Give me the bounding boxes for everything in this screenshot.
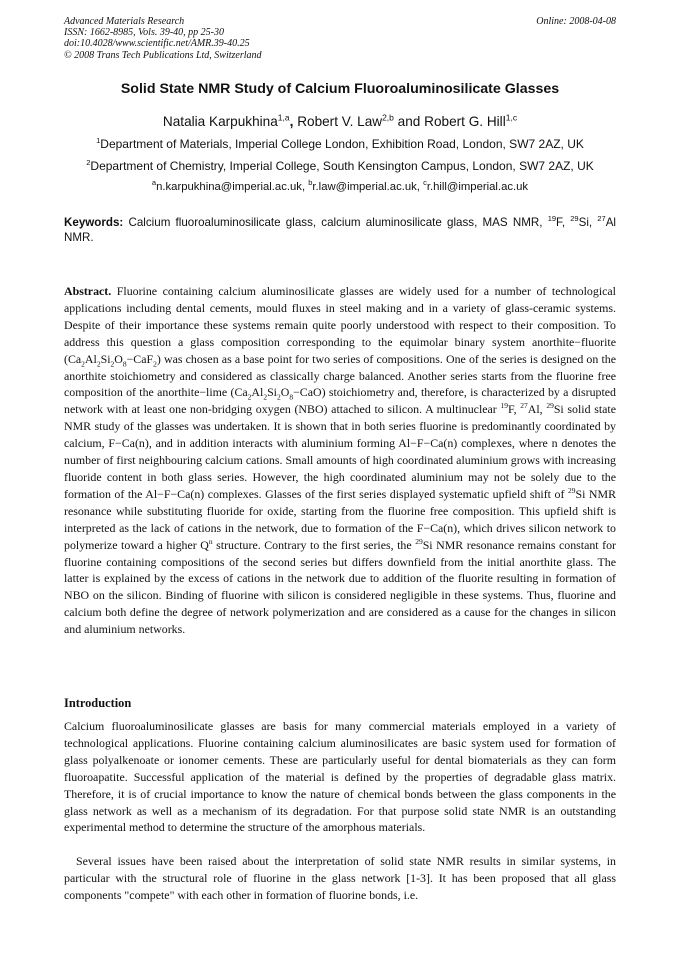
email-separator: , bbox=[301, 181, 309, 193]
isotope-superscript: 29 bbox=[570, 214, 579, 224]
abstract-text: structure. Contrary to the first series, the bbox=[212, 537, 416, 552]
isotope-superscript: 19 bbox=[547, 214, 557, 224]
author-name: Robert V. Law bbox=[297, 114, 383, 129]
section-heading-introduction: Introduction bbox=[64, 696, 132, 710]
isotope-superscript: 29 bbox=[567, 485, 576, 495]
journal-name: Advanced Materials Research bbox=[64, 16, 185, 27]
subscript: 2 bbox=[263, 392, 268, 402]
abstract-text: −CaF bbox=[126, 351, 154, 366]
isotope-superscript: 27 bbox=[520, 401, 528, 411]
subscript: 2 bbox=[276, 392, 281, 402]
abstract-paragraph bbox=[64, 283, 616, 638]
keywords-text: Calcium fluoroaluminosilicate glass, calcium aluminosilicate glass, MAS NMR, bbox=[123, 216, 548, 229]
abstract-text: O bbox=[280, 385, 290, 400]
online-date: Online: 2008-04-08 bbox=[536, 16, 616, 27]
author-superscript: 1,a bbox=[277, 112, 290, 123]
email-superscript: c bbox=[423, 178, 427, 188]
keywords-text: Si, bbox=[578, 216, 598, 229]
isotope-superscript: 27 bbox=[597, 214, 606, 224]
subscript: 2 bbox=[81, 359, 85, 368]
email-line bbox=[64, 178, 616, 193]
abstract-label: Abstract. bbox=[64, 284, 112, 298]
isotope-superscript: 29 bbox=[546, 401, 554, 411]
affiliation-text: Department of Chemistry, Imperial College, South Kensington Campus, London, SW7 2AZ, UK bbox=[90, 159, 594, 173]
subscript: 2 bbox=[96, 359, 101, 368]
isotope-superscript: 19 bbox=[500, 401, 508, 411]
affiliation-2 bbox=[64, 159, 616, 173]
keywords-text: F, bbox=[556, 216, 571, 229]
abstract-text: ) was chosen as a base point for two series of compositions. One of the series is designed on the anorthite stoichiometry and considered as classically charge balanced. Another series starts from the fluorine free composition of the anorthite−lime (Ca bbox=[64, 351, 616, 400]
author-superscript: 2,b bbox=[382, 112, 394, 123]
affiliation-text: Department of Materials, Imperial College London, Exhibition Road, London, SW7 2AZ, UK bbox=[100, 137, 584, 151]
paper-title: Solid State NMR Study of Calcium Fluoroaluminosilicate Glasses bbox=[120, 81, 560, 97]
author-name: Robert G. Hill bbox=[424, 114, 506, 129]
abstract-text: Fluorine containing calcium aluminosilicate glasses are widely used for a number of technological applications including dental cements, mould fluxes in steel making and in a variety of glass-ceramic systems. Despite of their importance these systems remain quite poorly understood with respect to their composition. To address this question a glass composition corresponding to the equimolar binary system anorthite−fluorite (Ca bbox=[64, 284, 616, 366]
email-superscript: a bbox=[151, 178, 157, 188]
abstract-text: Al bbox=[84, 351, 97, 366]
subscript: 8 bbox=[122, 359, 127, 368]
journal-header bbox=[64, 16, 616, 61]
author-separator: and bbox=[393, 114, 425, 129]
affiliation-1 bbox=[64, 137, 616, 151]
intro-paragraph-1: Calcium fluoroaluminosilicate glasses are basis for many commercial materials employed in a variety of technological applications. Fluorine containing calcium aluminosilicates are basic system used for formation of glass polyalkenoate or ionomer cements. These are particularly useful for dental biomaterials as they can form fluoroapatite. Successful application of the material is defined by the properties of degradable glass matrix. Therefore, it is of crucial importance to know the nature of chemical bonds between the glass components in the glass network as well as a mechanism of its degradation. For that purpose solid state NMR is an outstanding experimental method to determine the structure of the amorphous materials. bbox=[64, 719, 616, 835]
subscript: 8 bbox=[289, 392, 294, 402]
abstract-text: Si bbox=[267, 385, 277, 400]
abstract-text: −CaO) stoichiometry and, therefore, is characterized by a disrupted network with at least one non-bridging oxygen (NBO) attached to silicon. A multinuclear bbox=[64, 385, 616, 417]
email-link[interactable]: r.hill@imperial.ac.uk bbox=[426, 181, 529, 193]
subscript: 2 bbox=[247, 392, 252, 402]
abstract-text: Si NMR resonance while substituting fluoride for oxide, starting from the fluorine free composition. This upfield shift is interpreted as the lack of cations in the network, due to formation of the F−Ca(n), which drives silicon network to polymerize toward a higher Q bbox=[64, 486, 616, 552]
superscript: n bbox=[208, 536, 213, 546]
email-link[interactable]: r.law@imperial.ac.uk bbox=[312, 181, 417, 193]
email-link[interactable]: n.karpukhina@imperial.ac.uk bbox=[156, 181, 302, 193]
intro-paragraph-2: Several issues have been raised about the interpretation of solid state NMR results in similar systems, in particular with the structural role of fluorine in the glass network [1-3]. It has been proposed that all glass components "compete" with each other in formation of fluorine bonds, i.e. bbox=[64, 854, 616, 902]
affiliation-superscript: 1 bbox=[96, 136, 101, 145]
abstract-text: O bbox=[114, 351, 123, 366]
subscript: 2 bbox=[110, 359, 115, 368]
subscript: 2 bbox=[153, 359, 157, 368]
abstract-text: Al bbox=[251, 385, 264, 400]
abstract-text: Si bbox=[100, 351, 111, 366]
doi-line: doi:10.4028/www.scientific.net/AMR.39-40.25 bbox=[64, 38, 250, 50]
author-list bbox=[64, 114, 616, 129]
author-separator: , bbox=[289, 114, 298, 129]
email-separator: , bbox=[416, 181, 424, 193]
abstract-text: Al, bbox=[527, 402, 547, 417]
copyright-line: © 2008 Trans Tech Publications Ltd, Switzerland bbox=[64, 49, 262, 61]
affiliation-superscript: 2 bbox=[86, 158, 91, 167]
keywords-block bbox=[64, 215, 616, 245]
abstract-text: Si NMR resonance remains constant for fluorine containing compositions of the second series but differs downfield from the initial anorthite glass. The latter is explained by the excess of cations in the network due to addition of the fluorite resulting in formation of NBO on the silicon. Binding of fluorine with silicon is considered negligible in these systems. Thus, fluorine and calcium both define the degree of network polymerization and are considered as a cause for the changes in silicon and aluminium networks. bbox=[64, 537, 616, 637]
email-superscript: b bbox=[308, 178, 313, 188]
abstract-text: F, bbox=[507, 402, 521, 417]
author-superscript: 1,c bbox=[505, 112, 518, 123]
keywords-label: Keywords: bbox=[64, 216, 124, 229]
issn-line: ISSN: 1662-8985, Vols. 39-40, pp 25-30 bbox=[64, 27, 224, 39]
author-name: Natalia Karpukhina bbox=[162, 114, 278, 129]
isotope-superscript: 29 bbox=[415, 536, 423, 546]
abstract-text: Si solid state NMR study of the glasses was undertaken. It is shown that in both series fluorine is predominantly coordinated by calcium, F−Ca(n), and in addition interacts with aluminium forming Al−F−Ca(n) complexes, where n denotes the number of first neighbouring calcium cations. Small amounts of high coordinated aluminium grows with increasing fluoride content in both glass series. However, the high coordinated aluminium may not be solely due to the formation of the Al−F−Ca(n) complexes. Glasses of the first series displayed systematic upfield shift of bbox=[64, 402, 616, 501]
keywords-text: Al NMR. bbox=[64, 216, 616, 244]
